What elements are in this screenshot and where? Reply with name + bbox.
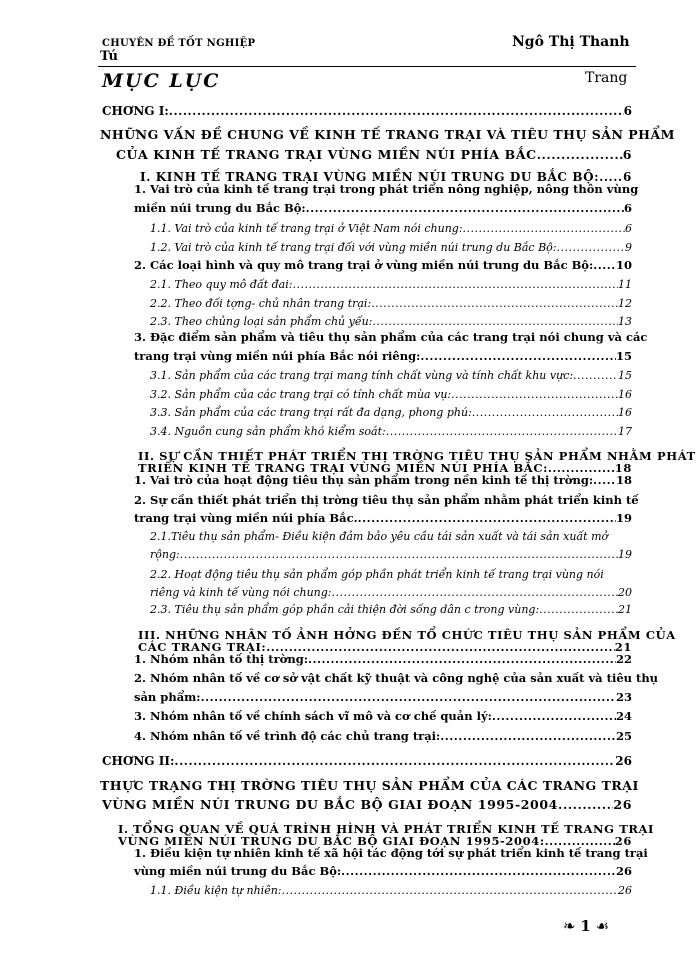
toc-entry-page: 6 — [623, 104, 632, 118]
toc-section-2-line1: II. SỰ CẦN THIẾT PHÁT TRIỂN THỊ TRỜNG TIÊU THỤ SẢN PHẨM NHẰM PHÁT — [138, 449, 696, 463]
toc-item-1-1-line1: 1. Vai trò của kinh tế trang trại trong phát triển nông nghiệp, nông thôn vùng — [134, 182, 639, 196]
toc-item-2-2-line2[interactable]: trang trại vùng miền núi phía Bắc. ..... 19 — [134, 511, 632, 525]
toc-chapter-1-title-line2[interactable]: CỦA KINH TẾ TRANG TRẠI VÙNG MIỀN NÚI PHÍA BẮC ..... 6 — [116, 147, 632, 162]
toc-item-2-2-line1: 2. Sự cần thiết phát triển thị trờng tiêu thụ sản phẩm nhằm phát triển kinh tế — [134, 493, 639, 507]
toc-item-1-3-4[interactable]: 3.4. Nguồn cung sản phẩm khó kiểm soát: ..... 17 — [150, 425, 632, 438]
toc-c2-item-1-1-line2[interactable]: vùng miền núi trung du Bắc Bộ: ..... 26 — [134, 864, 632, 878]
toc-title: MỤC LỤC — [102, 70, 221, 92]
header-author: Ngô Thị Thanh — [512, 34, 630, 50]
toc-page-label: Trang — [585, 70, 628, 86]
toc-item-1-2[interactable]: 2. Các loại hình và quy mô trang trại ở vùng miền núi trung du Bắc Bộ: ..... 10 — [134, 258, 632, 272]
toc-item-1-1-2[interactable]: 1.2. Vai trò của kinh tế trang trại đối với vùng miền núi trung du Bắc Bộ: ..... 9 — [150, 241, 632, 254]
toc-item-3-1[interactable]: 1. Nhóm nhân tố thị trờng: ..... 22 — [134, 652, 632, 666]
toc-c2-item-1-1-line1: 1. Điều kiện tự nhiên kinh tế xã hội tác động tới sự phát triển kinh tế trang trại — [134, 846, 648, 860]
toc-item-2-2-1-line1: 2.1.Tiêu thụ sản phẩm- Điều kiện đảm bảo yêu cầu tái sản xuất và tái sản xuất mở — [150, 530, 609, 543]
page-number-value: 1 — [580, 917, 591, 935]
header-left: CHUYÊN ĐỀ TỐT NGHIỆP — [102, 38, 256, 49]
toc-item-2-2-2-line1: 2.2. Hoạt động tiêu thụ sản phẩm góp phần phát triển kinh tế trang trại vùng nói — [150, 568, 604, 581]
toc-item-1-3-line1: 3. Đặc điểm sản phẩm và tiêu thụ sản phẩm của các trang trại nói chung và các — [134, 330, 648, 344]
toc-c2-section-1-line2[interactable]: VÙNG MIỀN NÚI TRUNG DU BẮC BỘ GIAI ĐOẠN 1995-2004: ..... 26 — [118, 834, 632, 848]
toc-section-1[interactable]: I. KINH TẾ TRANG TRẠI VÙNG MIỀN NÚI TRUNG DU BẮC BỘ: ..... 6 — [140, 170, 632, 184]
toc-section-3-line2[interactable]: CÁC TRANG TRẠI: ..... 21 — [138, 640, 632, 654]
page-number — [563, 917, 609, 935]
toc-item-1-2-1[interactable]: 2.1. Theo quy mô đất đai: ..... 11 — [150, 278, 632, 291]
toc-item-3-3[interactable]: 3. Nhóm nhân tố về chính sách vĩ mô và cơ chế quản lý: ..... 24 — [134, 709, 632, 723]
toc-item-1-3-1[interactable]: 3.1. Sản phẩm của các trang trại mang tính chất vùng và tính chất khu vực: ..... 15 — [150, 369, 632, 382]
toc-chapter-1[interactable] — [102, 104, 632, 118]
right-ornament-icon: ☙ — [595, 917, 610, 935]
toc-item-1-3-2[interactable]: 3.2. Sản phẩm của các trang trại có tính chất mùa vụ: ..... 16 — [150, 388, 632, 401]
toc-item-1-1-1[interactable]: 1.1. Vai trò của kinh tế trang trại ở Việt Nam nói chung: ..... 6 — [150, 222, 632, 235]
toc-item-3-2-line2[interactable]: sản phẩm: ..... 23 — [134, 690, 632, 704]
toc-c2-section-1-line1: I. TỔNG QUAN VỀ QUÁ TRÌNH HÌNH VÀ PHÁT TRIỂN KINH TẾ TRANG TRẠI — [118, 822, 655, 836]
left-ornament-icon: ❧ — [563, 917, 576, 935]
toc-item-2-1[interactable]: 1. Vai trò của hoạt động tiêu thụ sản phẩm trong nền kinh tế thị trờng: ..... 18 — [134, 473, 632, 487]
header-left-continuation: Tú — [100, 49, 118, 64]
toc-section-2-line2[interactable]: TRIỂN KINH TẾ TRANG TRẠI VÙNG MIỀN NÚI PHÍA BẮC: ..... 18 — [138, 461, 632, 475]
toc-item-2-2-1-line2[interactable]: rộng: ..... 19 — [150, 548, 632, 561]
toc-section-3-line1: III. NHỮNG NHÂN TỐ ẢNH HỞNG ĐẾN TỔ CHỨC TIÊU THỤ SẢN PHẨM CỦA — [138, 628, 676, 642]
toc-item-1-3-3[interactable]: 3.3. Sản phẩm của các trang trại rất đa dạng, phong phú: ..... 16 — [150, 406, 632, 419]
toc-chapter-1-title-line1: NHỮNG VẤN ĐỀ CHUNG VỀ KINH TẾ TRANG TRẠI VÀ TIÊU THỤ SẢN PHẨM — [100, 127, 675, 142]
toc-item-1-1-line2[interactable]: miền núi trung du Bắc Bộ: ..... 6 — [134, 201, 632, 215]
toc-item-1-2-2[interactable]: 2.2. Theo đối tợng- chủ nhân trang trại: ..... 12 — [150, 297, 632, 310]
toc-item-2-2-3[interactable]: 2.3. Tiêu thụ sản phẩm góp phần cải thiện đời sống dân c trong vùng: ..... 21 — [150, 603, 632, 616]
toc-item-3-4[interactable]: 4. Nhóm nhân tố về trình độ các chủ trang trại: ..... 25 — [134, 729, 632, 743]
toc-item-1-2-3[interactable]: 2.3. Theo chủng loại sản phẩm chủ yếu: ..... 13 — [150, 315, 632, 328]
header-rule — [98, 66, 636, 67]
toc-c2-item-1-1-1[interactable]: 1.1. Điều kiện tự nhiên: ..... 26 — [150, 884, 632, 897]
toc-item-2-2-2-line2[interactable]: riêng và kinh tế vùng nói chung: ..... 20 — [150, 586, 632, 599]
toc-chapter-2-title-line2[interactable]: VÙNG MIỀN NÚI TRUNG DU BẮC BỘ GIAI ĐOẠN 1995-2004. ..... 26 — [102, 797, 632, 812]
toc-item-3-2-line1: 2. Nhóm nhân tố về cơ sở vật chất kỹ thuật và công nghệ của sản xuất và tiêu thụ — [134, 671, 659, 685]
toc-chapter-2[interactable]: CHƠNG II: ..... 26 — [102, 754, 632, 768]
toc-chapter-2-title-line1: THỰC TRẠNG THỊ TRỜNG TIÊU THỤ SẢN PHẨM CỦA CÁC TRANG TRẠI — [100, 778, 639, 793]
toc-item-1-3-line2[interactable]: trang trại vùng miền núi phía Bắc nói riêng: ..... 15 — [134, 349, 632, 363]
toc-entry-label: CHƠNG I: — [102, 104, 169, 118]
